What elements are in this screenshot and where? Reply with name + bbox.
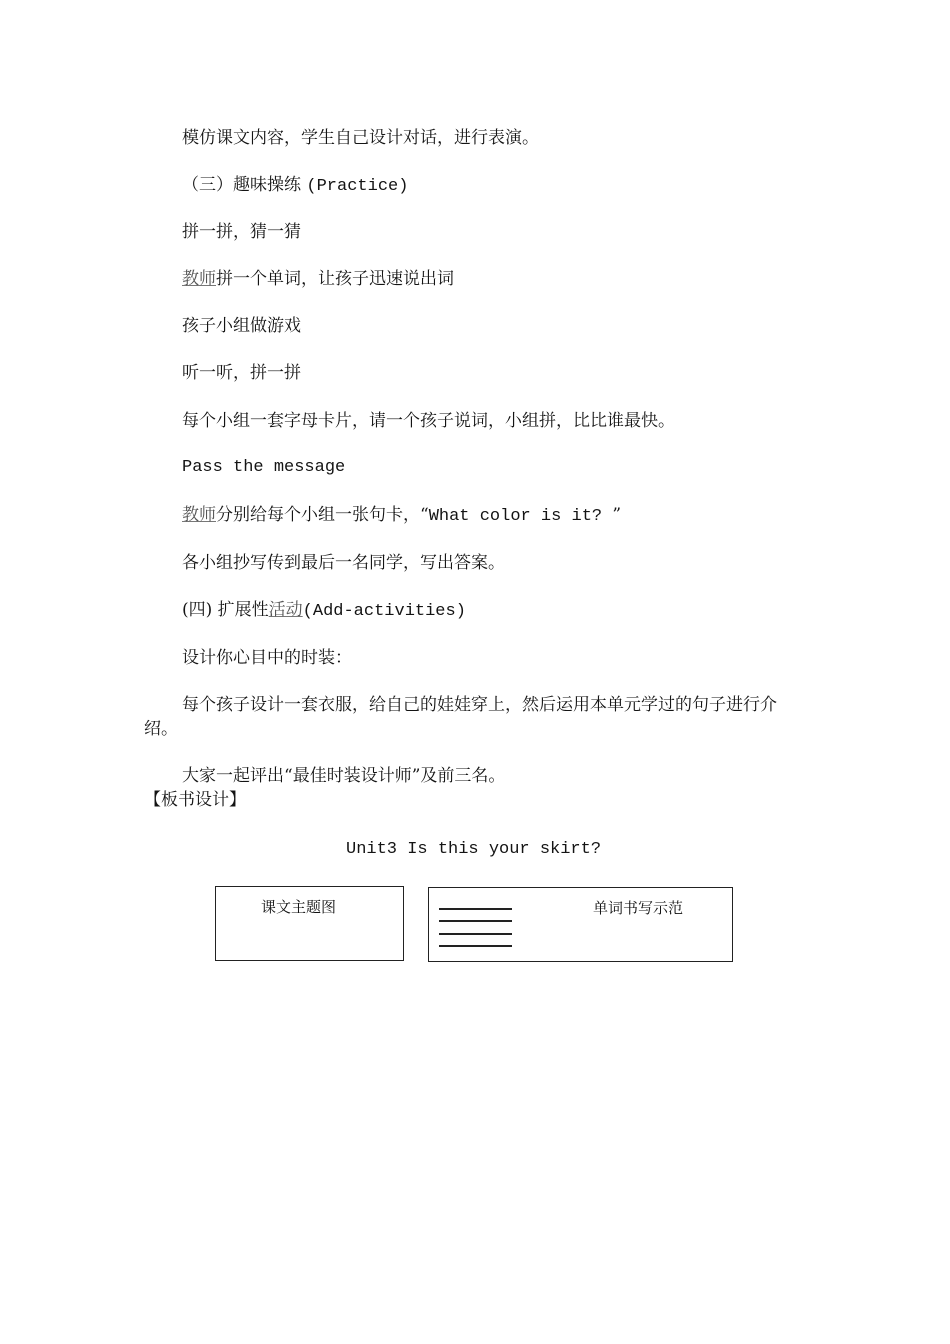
writing-line [439, 945, 512, 947]
board-design-heading: 【板书设计】 [144, 790, 246, 810]
section-heading-en: (Practice) [306, 177, 409, 196]
paragraph-imitate: 模仿课文内容，学生自己设计对话，进行表演。 [182, 128, 539, 148]
paragraph-copy-answer: 各小组抄写传到最后一名同学，写出答案。 [182, 553, 505, 573]
section-heading-practice [182, 173, 408, 199]
paragraph-design-clothes: 每个孩子设计一套衣服，给自己的娃娃穿上，然后运用本单元学过的句子进行介绍。 [144, 695, 777, 739]
theme-picture-box [215, 886, 404, 961]
section-heading-cn: (四) 扩展性 [182, 600, 269, 620]
quote-close: ” [612, 505, 622, 525]
paragraph-design-fashion: 设计你心目中的时装： [182, 648, 352, 668]
section-heading-en: (Add-activities) [302, 602, 466, 621]
writing-line [439, 908, 512, 910]
writing-line [439, 933, 512, 935]
paragraph-listen-spell: 听一听，拼一拼 [182, 363, 301, 383]
teacher-link[interactable]: 教师 [182, 269, 216, 289]
paragraph-spell-guess: 拼一拼，猜一猜 [182, 222, 301, 242]
paragraph-group-game: 孩子小组做游戏 [182, 316, 301, 336]
teacher-link[interactable]: 教师 [182, 505, 216, 525]
paragraph-best-designer: 大家一起评出“最佳时装设计师”及前三名。 [182, 766, 506, 786]
activity-link[interactable]: 活动 [268, 600, 303, 620]
question-text: What color is it? [428, 507, 613, 526]
paragraph-teacher-spell [182, 267, 454, 291]
word-writing-box [428, 887, 733, 962]
theme-picture-label: 课文主题图 [261, 898, 337, 916]
board-title: Unit3 Is this your skirt? [346, 840, 602, 859]
word-writing-label: 单词书写示范 [593, 899, 684, 917]
section-heading-cn: （三）趣味操练 [182, 175, 307, 195]
paragraph-text: 拼一个单词，让孩子迅速说出词 [216, 269, 454, 289]
paragraph-letter-cards: 每个小组一套字母卡片，请一个孩子说词，小组拼，比比谁最快。 [182, 411, 675, 431]
section-heading-activities [182, 598, 466, 624]
paragraph-sentence-card [182, 503, 621, 529]
paragraph-text: 分别给每个小组一张句卡，“ [216, 505, 429, 525]
paragraph-pass-message: Pass the message [182, 458, 346, 477]
writing-line [439, 920, 512, 922]
